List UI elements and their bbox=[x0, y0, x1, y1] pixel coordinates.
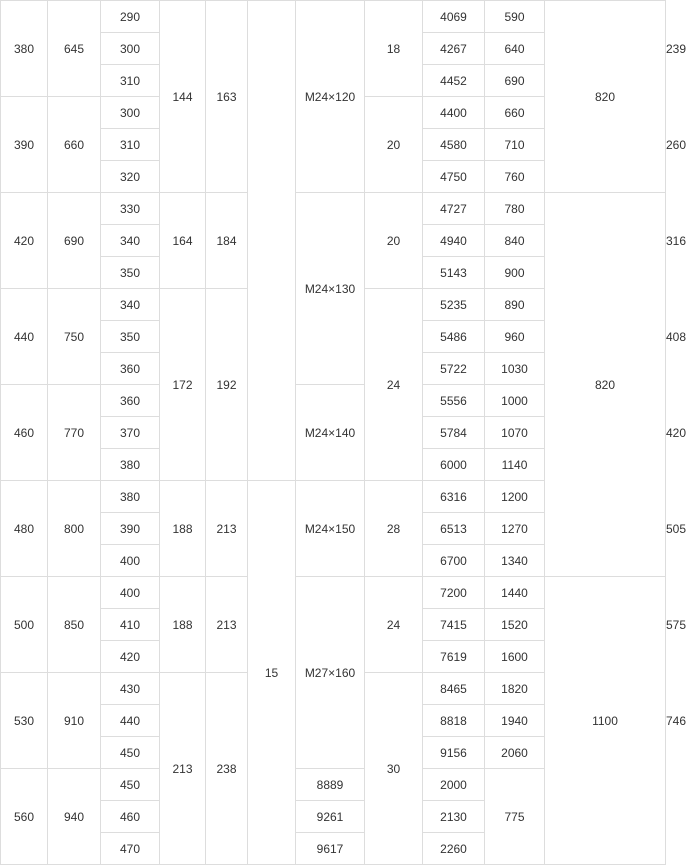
cell-c3: 188 bbox=[160, 577, 206, 673]
cell-col3: 290 bbox=[101, 1, 160, 33]
cell-col10: 820 bbox=[545, 1, 666, 193]
cell-col9: 1200 bbox=[485, 481, 545, 513]
cell-col3: 310 bbox=[101, 129, 160, 161]
cell-col8: 9261 bbox=[296, 801, 365, 833]
cell-col9: 1140 bbox=[485, 449, 545, 481]
cell-col3: 370 bbox=[101, 417, 160, 449]
cell-col9: 660 bbox=[485, 97, 545, 129]
cell-col3: 430 bbox=[101, 673, 160, 705]
cell-col2: 660 bbox=[48, 97, 101, 193]
cell-c4: 238 bbox=[206, 673, 248, 865]
cell-col8: 4267 bbox=[423, 33, 485, 65]
cell-c6b: 18 bbox=[365, 1, 423, 97]
cell-col3: 310 bbox=[101, 65, 160, 97]
cell-col8: 4069 bbox=[423, 1, 485, 33]
cell-col3: 450 bbox=[101, 737, 160, 769]
cell-col2: 770 bbox=[48, 385, 101, 481]
cell-col10: 820 bbox=[545, 193, 666, 577]
cell-col9: 960 bbox=[485, 321, 545, 353]
cell-col9: 780 bbox=[485, 193, 545, 225]
cell-c6b: 24 bbox=[365, 577, 423, 673]
cell-c6: M24×130 bbox=[296, 193, 365, 385]
cell-col3: 360 bbox=[101, 385, 160, 417]
cell-col9: 2000 bbox=[423, 769, 485, 801]
cell-col3: 420 bbox=[101, 641, 160, 673]
cell-col1: 530 bbox=[1, 673, 48, 769]
cell-c6b: 20 bbox=[365, 193, 423, 289]
cell-col8: 6000 bbox=[423, 449, 485, 481]
cell-col8: 7415 bbox=[423, 609, 485, 641]
cell-col8: 5143 bbox=[423, 257, 485, 289]
cell-col1: 460 bbox=[1, 385, 48, 481]
cell-col9: 2130 bbox=[423, 801, 485, 833]
cell-c6: M27×160 bbox=[296, 577, 365, 769]
cell-col3: 400 bbox=[101, 545, 160, 577]
cell-c4: 192 bbox=[206, 289, 248, 481]
table-row: 460 770 360 M24×140 5556 1000 420 bbox=[1, 385, 666, 417]
table-row: 420 690 330 164 184 M24×130 20 4727 780 820 316 bbox=[1, 193, 666, 225]
cell-col9: 1270 bbox=[485, 513, 545, 545]
cell-col8: 6700 bbox=[423, 545, 485, 577]
cell-c5 bbox=[248, 1, 296, 481]
cell-col3: 320 bbox=[101, 161, 160, 193]
cell-col8: 5486 bbox=[423, 321, 485, 353]
cell-col9: 1520 bbox=[485, 609, 545, 641]
cell-col8: 4940 bbox=[423, 225, 485, 257]
cell-col3: 470 bbox=[101, 833, 160, 865]
cell-c3: 172 bbox=[160, 289, 206, 481]
cell-col1: 480 bbox=[1, 481, 48, 577]
cell-col1: 420 bbox=[1, 193, 48, 289]
cell-col9: 2260 bbox=[423, 833, 485, 865]
cell-col9: 690 bbox=[485, 65, 545, 97]
cell-col8: 5556 bbox=[423, 385, 485, 417]
cell-col8: 5784 bbox=[423, 417, 485, 449]
cell-c4: 213 bbox=[206, 577, 248, 673]
cell-col3: 360 bbox=[101, 353, 160, 385]
cell-c4: 184 bbox=[206, 193, 248, 289]
cell-c6b: 24 bbox=[365, 289, 423, 481]
cell-col8: 4727 bbox=[423, 193, 485, 225]
cell-col8: 4452 bbox=[423, 65, 485, 97]
cell-col3: 460 bbox=[101, 801, 160, 833]
cell-col1: 500 bbox=[1, 577, 48, 673]
cell-c3: 213 bbox=[160, 673, 206, 865]
cell-col1: 390 bbox=[1, 97, 48, 193]
cell-c6b: 30 bbox=[365, 673, 423, 865]
cell-col1: 560 bbox=[1, 769, 48, 865]
cell-col8: 8818 bbox=[423, 705, 485, 737]
cell-c6: M24×120 bbox=[296, 1, 365, 193]
cell-c6: M24×140 bbox=[296, 385, 365, 481]
cell-col3: 340 bbox=[101, 225, 160, 257]
cell-col8: 9617 bbox=[296, 833, 365, 865]
table-row: 530 910 430 213 238 30 8465 1820 746 bbox=[1, 673, 666, 705]
cell-col3: 350 bbox=[101, 321, 160, 353]
cell-col8: 4750 bbox=[423, 161, 485, 193]
cell-col2: 750 bbox=[48, 289, 101, 385]
cell-col1: 440 bbox=[1, 289, 48, 385]
cell-col2: 690 bbox=[48, 193, 101, 289]
cell-c3: 144 bbox=[160, 1, 206, 193]
cell-col10: 1100 bbox=[545, 577, 666, 865]
cell-col8: 9156 bbox=[423, 737, 485, 769]
cell-col3: 440 bbox=[101, 705, 160, 737]
cell-col8: 8889 bbox=[296, 769, 365, 801]
cell-col2: 800 bbox=[48, 481, 101, 577]
cell-col8: 7200 bbox=[423, 577, 485, 609]
cell-col9: 1030 bbox=[485, 353, 545, 385]
cell-col8: 7619 bbox=[423, 641, 485, 673]
cell-col9: 640 bbox=[485, 33, 545, 65]
cell-c3: 188 bbox=[160, 481, 206, 577]
cell-col3: 450 bbox=[101, 769, 160, 801]
cell-c6: M24×150 bbox=[296, 481, 365, 577]
table-body bbox=[1, 1, 686, 865]
cell-col3: 350 bbox=[101, 257, 160, 289]
table-row: 440 750 340 172 192 24 5235 890 408 bbox=[1, 289, 666, 321]
cell-col9: 900 bbox=[485, 257, 545, 289]
cell-col9: 890 bbox=[485, 289, 545, 321]
cell-col9: 1070 bbox=[485, 417, 545, 449]
cell-col3: 410 bbox=[101, 609, 160, 641]
cell-col9: 1940 bbox=[485, 705, 545, 737]
cell-c5: 15 bbox=[248, 481, 296, 865]
cell-col9: 590 bbox=[485, 1, 545, 33]
table-row: 380 645 290 144 163 M24×120 18 4069 590 820 239 bbox=[1, 1, 666, 33]
cell-col8: 4400 bbox=[423, 97, 485, 129]
cell-col3: 400 bbox=[101, 577, 160, 609]
table-row: 390 660 300 20 4400 660 260 bbox=[1, 97, 666, 129]
cell-col2: 940 bbox=[48, 769, 101, 865]
table-row: 480 800 380 188 213 15 M24×150 28 6316 1200 505 bbox=[1, 481, 666, 513]
cell-col8: 8465 bbox=[423, 673, 485, 705]
cell-c4: 213 bbox=[206, 481, 248, 577]
table-row: 500 850 400 188 213 M27×160 24 7200 1440 1100 575 bbox=[1, 577, 666, 609]
cell-c6b: 20 bbox=[365, 97, 423, 193]
cell-col8: 4580 bbox=[423, 129, 485, 161]
cell-col9: 1000 bbox=[485, 385, 545, 417]
cell-col8: 5722 bbox=[423, 353, 485, 385]
cell-col9: 760 bbox=[485, 161, 545, 193]
cell-c6b: 28 bbox=[365, 481, 423, 577]
cell-col9: 1820 bbox=[485, 673, 545, 705]
cell-col9: 1600 bbox=[485, 641, 545, 673]
cell-col8: 6513 bbox=[423, 513, 485, 545]
cell-col8: 6316 bbox=[423, 481, 485, 513]
cell-col3: 380 bbox=[101, 449, 160, 481]
cell-col2: 910 bbox=[48, 673, 101, 769]
cell-col9: 2060 bbox=[485, 737, 545, 769]
cell-col9: 1440 bbox=[485, 577, 545, 609]
cell-col8: 5235 bbox=[423, 289, 485, 321]
cell-col9: 710 bbox=[485, 129, 545, 161]
cell-col1: 380 bbox=[1, 1, 48, 97]
cell-col11: 775 bbox=[485, 769, 545, 865]
cell-col3: 300 bbox=[101, 33, 160, 65]
cell-col3: 340 bbox=[101, 289, 160, 321]
cell-col9: 1340 bbox=[485, 545, 545, 577]
cell-col3: 390 bbox=[101, 513, 160, 545]
cell-c4: 163 bbox=[206, 1, 248, 193]
cell-col2: 645 bbox=[48, 1, 101, 97]
cell-c3: 164 bbox=[160, 193, 206, 289]
cell-col3: 330 bbox=[101, 193, 160, 225]
cell-col2: 850 bbox=[48, 577, 101, 673]
cell-col9: 840 bbox=[485, 225, 545, 257]
cell-col3: 380 bbox=[101, 481, 160, 513]
cell-col3: 300 bbox=[101, 97, 160, 129]
